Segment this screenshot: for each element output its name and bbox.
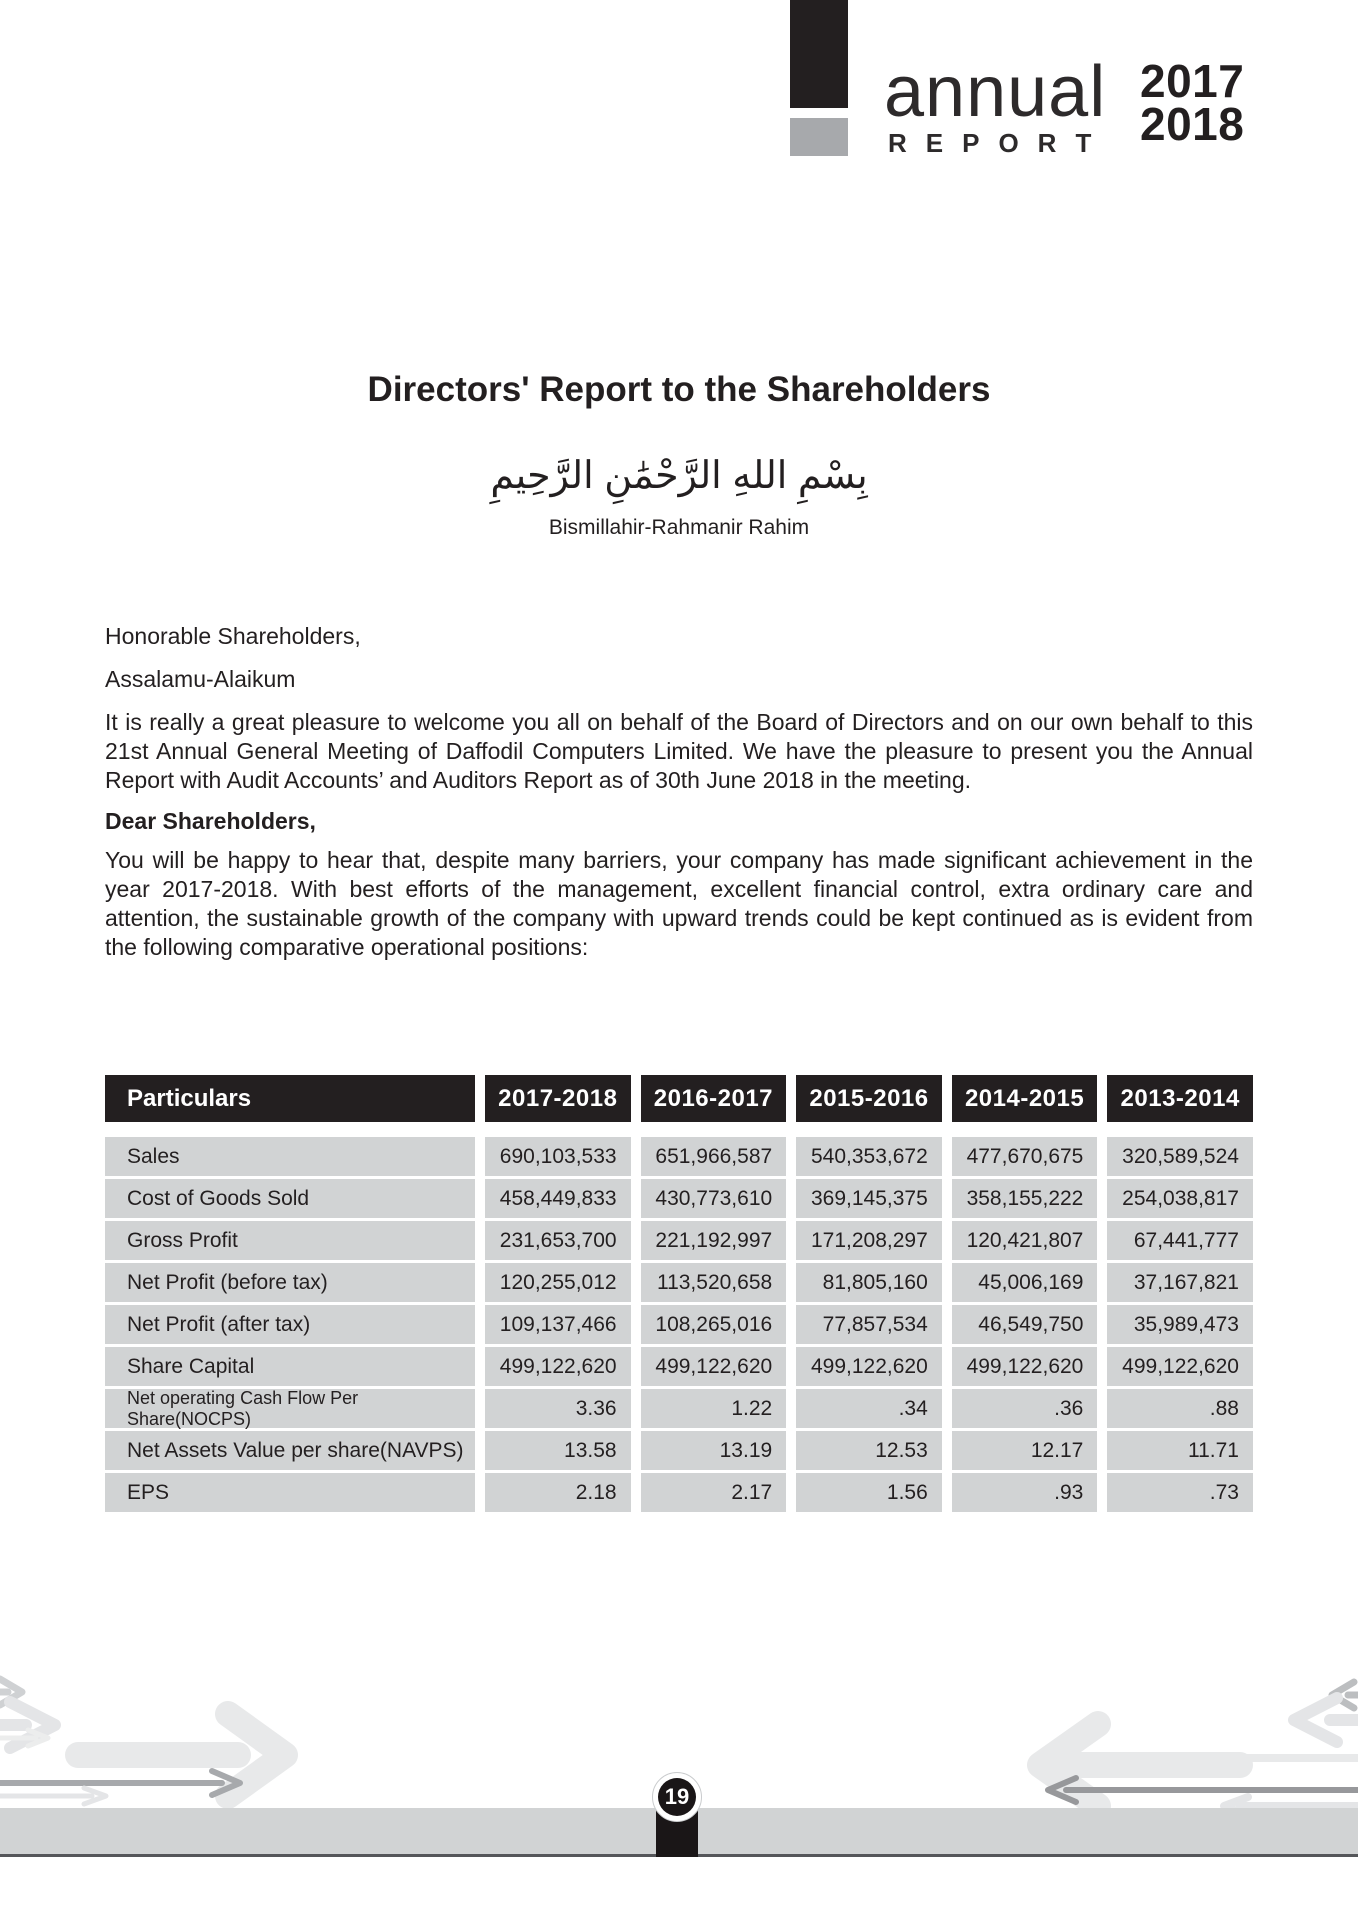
table-header-year: 2013-2014 xyxy=(1107,1075,1253,1122)
salutation-honorable: Honorable Shareholders, xyxy=(105,623,361,649)
table-row-label: Net Profit (after tax) xyxy=(105,1305,475,1344)
table-cell-value: 120,255,012 xyxy=(485,1263,631,1302)
table-body xyxy=(105,1137,1253,1512)
table-cell-value: 1.22 xyxy=(641,1389,787,1428)
page-title: Directors' Report to the Shareholders xyxy=(367,370,991,409)
table-cell-value: .88 xyxy=(1107,1389,1253,1428)
logo-year-top: 2017 xyxy=(1140,55,1245,107)
table-row xyxy=(105,1473,1253,1512)
table-cell-value: 45,006,169 xyxy=(952,1263,1098,1302)
table-row-label: Net Assets Value per share(NAVPS) xyxy=(105,1431,475,1470)
table-row-label: Cost of Goods Sold xyxy=(105,1179,475,1218)
table-cell-value: 46,549,750 xyxy=(952,1305,1098,1344)
table-row xyxy=(105,1221,1253,1260)
logo-report-text: REPORT xyxy=(888,128,1111,158)
table-cell-value: 499,122,620 xyxy=(485,1347,631,1386)
salutation-assalamu: Assalamu-Alaikum xyxy=(105,666,296,692)
table-cell-value: 35,989,473 xyxy=(1107,1305,1253,1344)
table-cell-value: .34 xyxy=(796,1389,942,1428)
table-row-label: EPS xyxy=(105,1473,475,1512)
table-cell-value: 231,653,700 xyxy=(485,1221,631,1260)
table-row xyxy=(105,1389,1253,1428)
bismillah-transliteration: Bismillahir-Rahmanir Rahim xyxy=(548,516,810,539)
logo-black-block xyxy=(790,0,848,108)
table-header-row xyxy=(105,1075,1253,1122)
table-header-year: 2014-2015 xyxy=(952,1075,1098,1122)
table-row-label: Net Profit (before tax) xyxy=(105,1263,475,1302)
table-row-label: Gross Profit xyxy=(105,1221,475,1260)
bismillah-calligraphy: بِسْمِ اللهِ الرَّحْمَٰنِ الرَّحِيمِ xyxy=(490,455,868,497)
table-cell-value: .73 xyxy=(1107,1473,1253,1512)
table-row xyxy=(105,1431,1253,1470)
table-row xyxy=(105,1179,1253,1218)
table-row-label: Net operating Cash Flow Per Share(NOCPS) xyxy=(105,1389,475,1428)
table-header-year: 2015-2016 xyxy=(796,1075,942,1122)
table-cell-value: 13.19 xyxy=(641,1431,787,1470)
table-cell-value: 499,122,620 xyxy=(1107,1347,1253,1386)
page-number: 19 xyxy=(658,1778,696,1816)
table-cell-value: 2.17 xyxy=(641,1473,787,1512)
table-header-year: 2016-2017 xyxy=(641,1075,787,1122)
table-cell-value: 120,421,807 xyxy=(952,1221,1098,1260)
table-cell-value: 12.17 xyxy=(952,1431,1098,1470)
table-cell-value: .93 xyxy=(952,1473,1098,1512)
table-cell-value: 1.56 xyxy=(796,1473,942,1512)
table-cell-value: 77,857,534 xyxy=(796,1305,942,1344)
intro-paragraph: It is really a great pleasure to welcome you all on behalf of the Board of Directors and on our own behalf to this 21st Annual General Meeting of Daffodil Computers Limited. We have the pleasure to present you the Annual Report with Audit Accounts’ and Auditors Report as of 30th June 2018 in the meeting. xyxy=(105,709,1253,793)
table-cell-value: 369,145,375 xyxy=(796,1179,942,1218)
table-cell-value: 540,353,672 xyxy=(796,1137,942,1176)
table-cell-value: 81,805,160 xyxy=(796,1263,942,1302)
table-cell-value: 113,520,658 xyxy=(641,1263,787,1302)
logo-gray-block xyxy=(790,118,848,156)
page-number-badge xyxy=(652,1772,702,1822)
table-cell-value: 430,773,610 xyxy=(641,1179,787,1218)
table-cell-value: 499,122,620 xyxy=(641,1347,787,1386)
table-row xyxy=(105,1137,1253,1176)
footer-arrows-right xyxy=(1040,1682,1358,1815)
table-row xyxy=(105,1347,1253,1386)
table-row-label: Sales xyxy=(105,1137,475,1176)
financial-table xyxy=(105,1075,1253,1515)
table-cell-value: 458,449,833 xyxy=(485,1179,631,1218)
table-cell-value: 320,589,524 xyxy=(1107,1137,1253,1176)
table-cell-value: 67,441,777 xyxy=(1107,1221,1253,1260)
table-cell-value: 651,966,587 xyxy=(641,1137,787,1176)
logo-annual-text: annual xyxy=(884,52,1107,132)
table-cell-value: 3.36 xyxy=(485,1389,631,1428)
table-cell-value: 358,155,222 xyxy=(952,1179,1098,1218)
table-cell-value: 477,670,675 xyxy=(952,1137,1098,1176)
logo-years xyxy=(1140,55,1245,150)
table-cell-value: 690,103,533 xyxy=(485,1137,631,1176)
body-text xyxy=(105,622,1253,974)
table-cell-value: 37,167,821 xyxy=(1107,1263,1253,1302)
table-row xyxy=(105,1263,1253,1302)
table-cell-value: 499,122,620 xyxy=(796,1347,942,1386)
footer-arrows-left xyxy=(0,1679,285,1804)
table-cell-value: 108,265,016 xyxy=(641,1305,787,1344)
table-cell-value: 109,137,466 xyxy=(485,1305,631,1344)
table-cell-value: 13.58 xyxy=(485,1431,631,1470)
table-cell-value: 12.53 xyxy=(796,1431,942,1470)
logo-year-bottom: 2018 xyxy=(1140,98,1245,150)
table-cell-value: 499,122,620 xyxy=(952,1347,1098,1386)
table-cell-value: 11.71 xyxy=(1107,1431,1253,1470)
table-cell-value: 254,038,817 xyxy=(1107,1179,1253,1218)
table-cell-value: 171,208,297 xyxy=(796,1221,942,1260)
table-row-label: Share Capital xyxy=(105,1347,475,1386)
table-cell-value: 221,192,997 xyxy=(641,1221,787,1260)
table-header-year: 2017-2018 xyxy=(485,1075,631,1122)
achievement-paragraph: You will be happy to hear that, despite many barriers, your company has made significant achievement in the year 2017-2018. With best efforts of the management, excellent financial control, extra ordinary care and attention, the sustainable growth of the company with upward trends could be kept continued as is evident from the following comparative operational positions: xyxy=(105,847,1253,960)
dear-shareholders-heading: Dear Shareholders, xyxy=(105,808,316,834)
table-cell-value: .36 xyxy=(952,1389,1098,1428)
table-cell-value: 2.18 xyxy=(485,1473,631,1512)
table-header-particulars: Particulars xyxy=(105,1075,475,1122)
table-row xyxy=(105,1305,1253,1344)
